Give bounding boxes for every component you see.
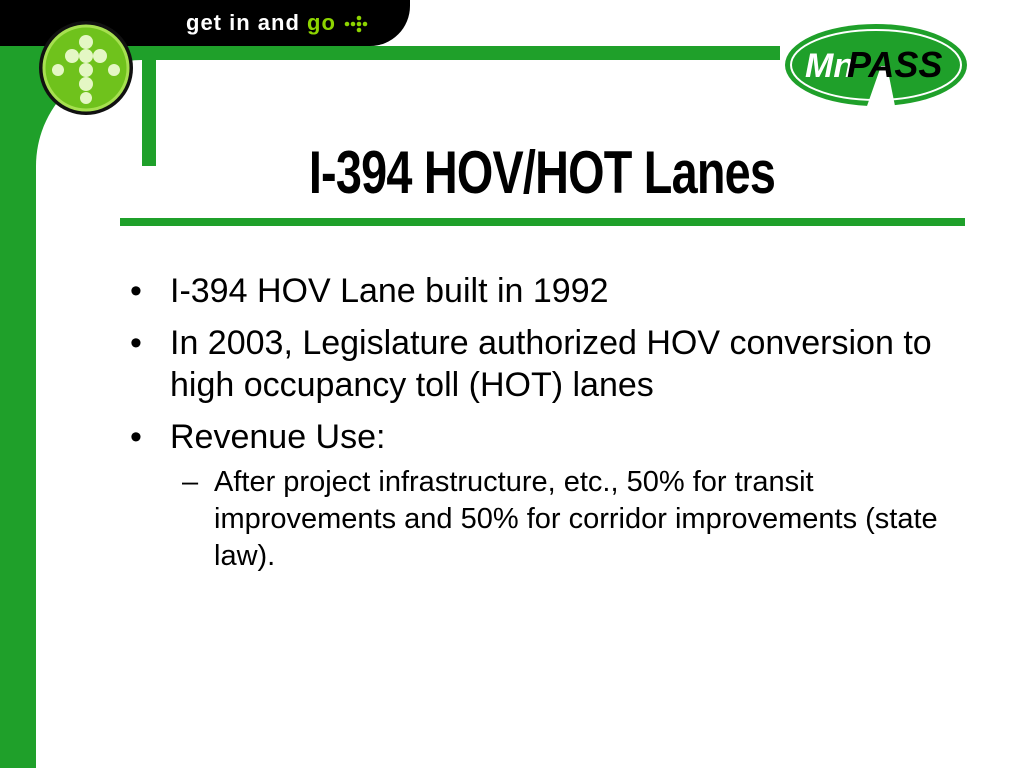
bullet-text: I-394 HOV Lane built in 1992 xyxy=(170,272,609,310)
sub-bullet-mark: – xyxy=(182,466,199,498)
bullet-mark: • xyxy=(130,324,142,362)
bullet-item xyxy=(130,322,950,406)
sub-bullet-text: After project infrastructure, etc., 50% for transit improvements and 50% for corridor improvements (state law). xyxy=(214,466,938,572)
tagline xyxy=(186,10,336,36)
bullet-mark: • xyxy=(130,418,142,456)
arrow-emblem-icon xyxy=(38,20,134,116)
bullet-item xyxy=(130,416,950,458)
tagline-main: get in and xyxy=(186,10,300,35)
top-green-band xyxy=(36,46,780,60)
title-underline xyxy=(120,218,965,226)
left-green-rail xyxy=(0,0,36,768)
bullet-list xyxy=(130,270,950,575)
logo-text-pass: PASS xyxy=(847,44,943,85)
bullet-item xyxy=(130,270,950,312)
logo-text-mn: Mn xyxy=(805,47,855,85)
tagline-go: go xyxy=(307,10,336,35)
bullet-text: Revenue Use: xyxy=(170,418,386,456)
arrow-dots-icon xyxy=(344,14,370,34)
slide-title: I-394 HOV/HOT Lanes xyxy=(308,139,776,206)
sub-bullet-item xyxy=(182,464,950,575)
mnpass-logo xyxy=(783,22,969,108)
bullet-text: In 2003, Legislature authorized HOV conversion to high occupancy toll (HOT) lanes xyxy=(170,324,932,404)
bullet-mark: • xyxy=(130,272,142,310)
